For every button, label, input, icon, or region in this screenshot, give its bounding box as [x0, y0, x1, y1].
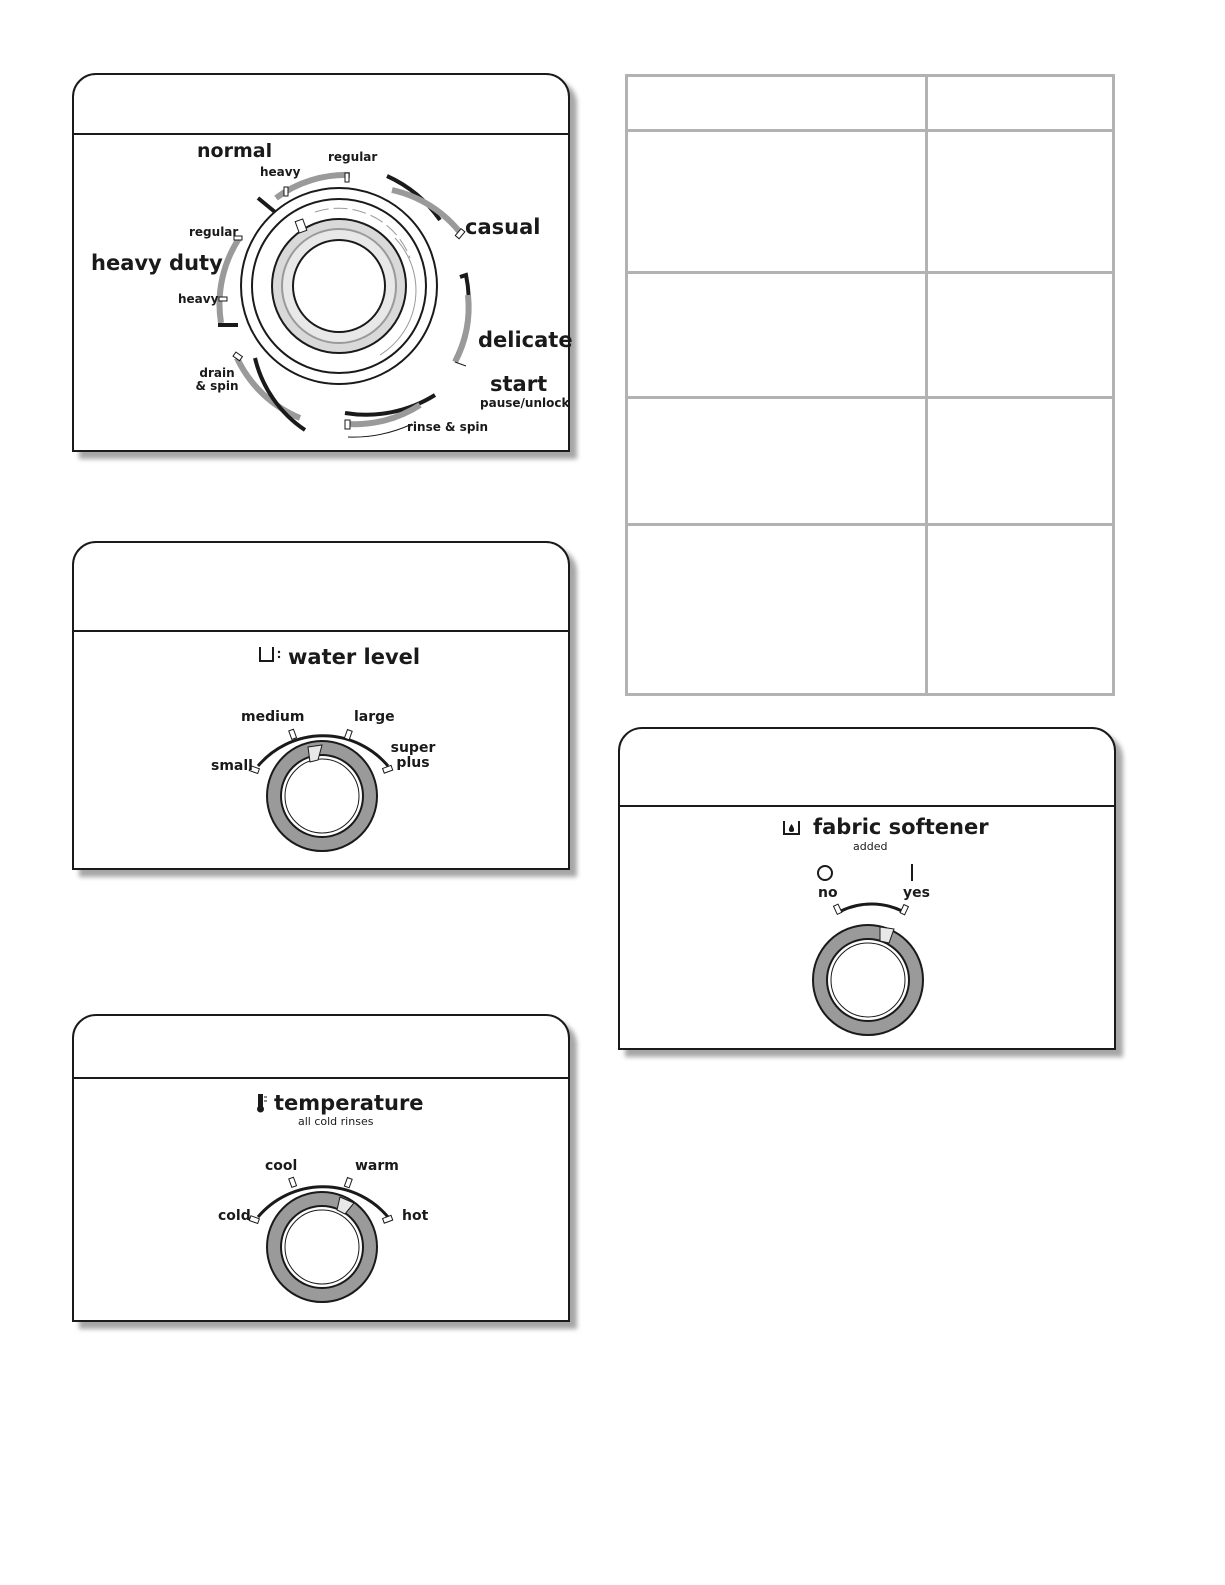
water-level-title: water level [288, 645, 421, 669]
pause-unlock-label: pause/unlock [480, 396, 570, 410]
cycle-delicate-label: delicate [478, 328, 573, 352]
water-level-super-plus-label: super plus [390, 740, 436, 771]
water-level-medium-label: medium [241, 709, 305, 725]
heavy-duty-regular-label: regular [189, 225, 239, 239]
water-level-small-label: small [211, 758, 253, 774]
cycle-rinse-spin-label: rinse & spin [407, 420, 489, 434]
fabric-softener-yes-label: yes [903, 885, 930, 901]
cycle-normal-label: normal [197, 140, 273, 162]
off-symbol [818, 866, 832, 880]
cycle-casual-label: casual [465, 215, 541, 239]
start-label: start [490, 372, 548, 396]
temperature-subtitle: all cold rinses [298, 1115, 374, 1128]
cycle-drain-spin-label: drain & spin [195, 366, 239, 393]
fabric-softener-no-label: no [818, 885, 838, 901]
temperature-title: temperature [274, 1091, 424, 1115]
normal-heavy-label: heavy [260, 165, 301, 179]
water-level-large-label: large [354, 709, 395, 725]
temperature-cool-label: cool [265, 1158, 298, 1174]
temperature-hot-label: hot [402, 1208, 429, 1224]
fabric-softener-knob[interactable] [813, 925, 923, 1035]
normal-regular-label: regular [328, 150, 378, 164]
temperature-cold-label: cold [218, 1208, 251, 1224]
softener-cup-icon [784, 821, 799, 834]
fabric-softener-subtitle: added [853, 840, 888, 853]
cycle-heavy-duty-label: heavy duty [91, 251, 223, 275]
temperature-warm-label: warm [355, 1158, 399, 1174]
fabric-softener-title: fabric softener [813, 815, 989, 839]
heavy-duty-heavy-label: heavy [178, 292, 219, 306]
